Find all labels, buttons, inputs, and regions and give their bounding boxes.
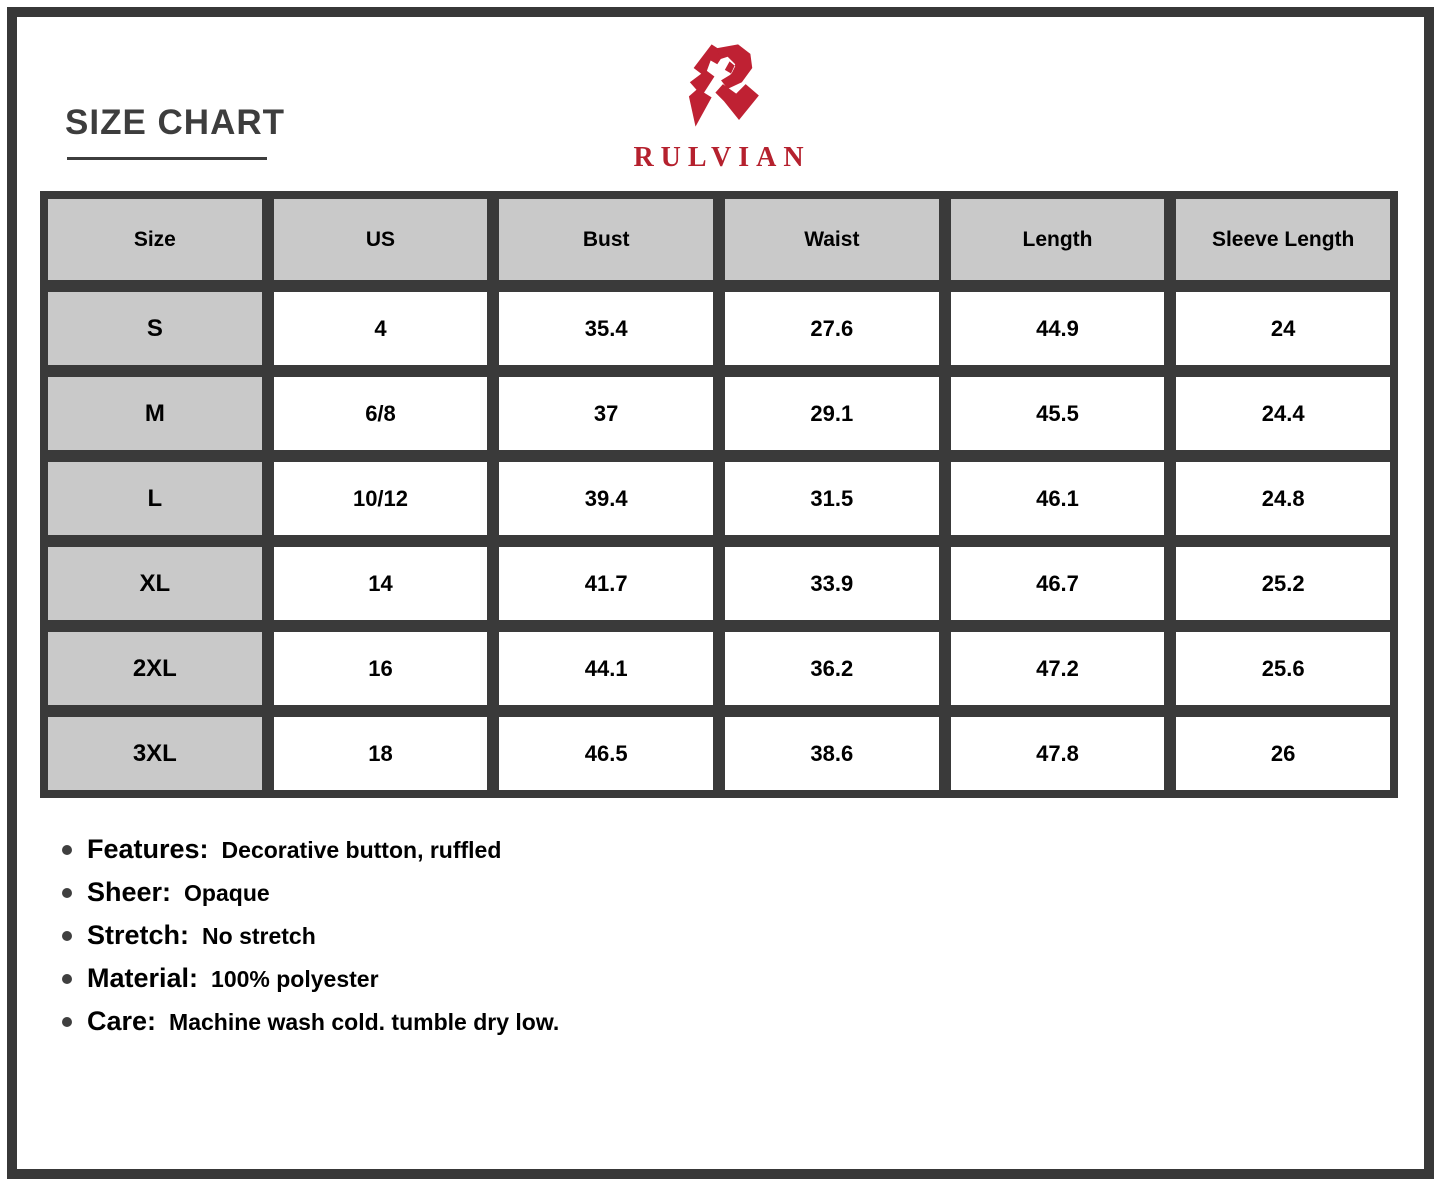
- col-header-us: US: [274, 199, 488, 280]
- detail-value: Opaque: [184, 880, 270, 906]
- table-cell: 47.2: [951, 632, 1165, 705]
- row-label-cell: XL: [48, 547, 262, 620]
- detail-label: Care:: [87, 1006, 157, 1036]
- col-header-bust: Bust: [499, 199, 713, 280]
- brand-logo: [572, 36, 872, 174]
- table-cell: 6/8: [274, 377, 488, 450]
- detail-label: Sheer:: [87, 877, 172, 907]
- table-cell: 37: [499, 377, 713, 450]
- table-cell: 24.4: [1176, 377, 1390, 450]
- table-cell: 38.6: [725, 717, 939, 790]
- detail-label: Material:: [87, 963, 199, 993]
- table-cell: 25.6: [1176, 632, 1390, 705]
- bullet-icon: [62, 888, 72, 898]
- col-header-waist: Waist: [725, 199, 939, 280]
- row-label-cell: 2XL: [48, 632, 262, 705]
- table-cell: 29.1: [725, 377, 939, 450]
- row-label-cell: 3XL: [48, 717, 262, 790]
- page-title: SIZE CHART: [65, 103, 285, 142]
- row-label-cell: L: [48, 462, 262, 535]
- table-cell: 45.5: [951, 377, 1165, 450]
- table-cell: 44.1: [499, 632, 713, 705]
- col-header-sleeve-length: Sleeve Length: [1176, 199, 1390, 280]
- table-cell: 33.9: [725, 547, 939, 620]
- detail-value: Decorative button, ruffled: [221, 837, 502, 863]
- row-label-cell: M: [48, 377, 262, 450]
- table-cell: 46.1: [951, 462, 1165, 535]
- title-underline: [67, 157, 267, 160]
- table-cell: 24.8: [1176, 462, 1390, 535]
- bullet-icon: [62, 974, 72, 984]
- bullet-icon: [62, 931, 72, 941]
- bullet-icon: [62, 845, 72, 855]
- detail-stretch: [62, 920, 559, 951]
- bullet-icon: [62, 1017, 72, 1027]
- table-cell: 18: [274, 717, 488, 790]
- table-cell: 31.5: [725, 462, 939, 535]
- brand-name: RULVIAN: [633, 142, 811, 173]
- detail-sheer: [62, 877, 559, 908]
- detail-material: [62, 963, 559, 994]
- table-cell: 25.2: [1176, 547, 1390, 620]
- table-cell: 10/12: [274, 462, 488, 535]
- detail-care: [62, 1006, 559, 1037]
- rulvian-logo-icon: [670, 36, 774, 136]
- detail-value: 100% polyester: [211, 966, 379, 992]
- table-cell: 27.6: [725, 292, 939, 365]
- table-cell: 14: [274, 547, 488, 620]
- detail-value: Machine wash cold. tumble dry low.: [169, 1009, 560, 1035]
- col-header-length: Length: [951, 199, 1165, 280]
- detail-label: Features:: [87, 834, 209, 864]
- table-cell: 35.4: [499, 292, 713, 365]
- table-cell: 47.8: [951, 717, 1165, 790]
- product-details-list: [62, 834, 559, 1049]
- detail-label: Stretch:: [87, 920, 190, 950]
- table-cell: 39.4: [499, 462, 713, 535]
- table-cell: 36.2: [725, 632, 939, 705]
- table-cell: 46.7: [951, 547, 1165, 620]
- detail-value: No stretch: [202, 923, 316, 949]
- table-cell: 4: [274, 292, 488, 365]
- table-cell: 26: [1176, 717, 1390, 790]
- col-header-size: Size: [48, 199, 262, 280]
- table-cell: 41.7: [499, 547, 713, 620]
- table-cell: 24: [1176, 292, 1390, 365]
- size-table: [40, 191, 1398, 798]
- table-cell: 44.9: [951, 292, 1165, 365]
- table-cell: 46.5: [499, 717, 713, 790]
- row-label-cell: S: [48, 292, 262, 365]
- detail-features: [62, 834, 559, 865]
- table-cell: 16: [274, 632, 488, 705]
